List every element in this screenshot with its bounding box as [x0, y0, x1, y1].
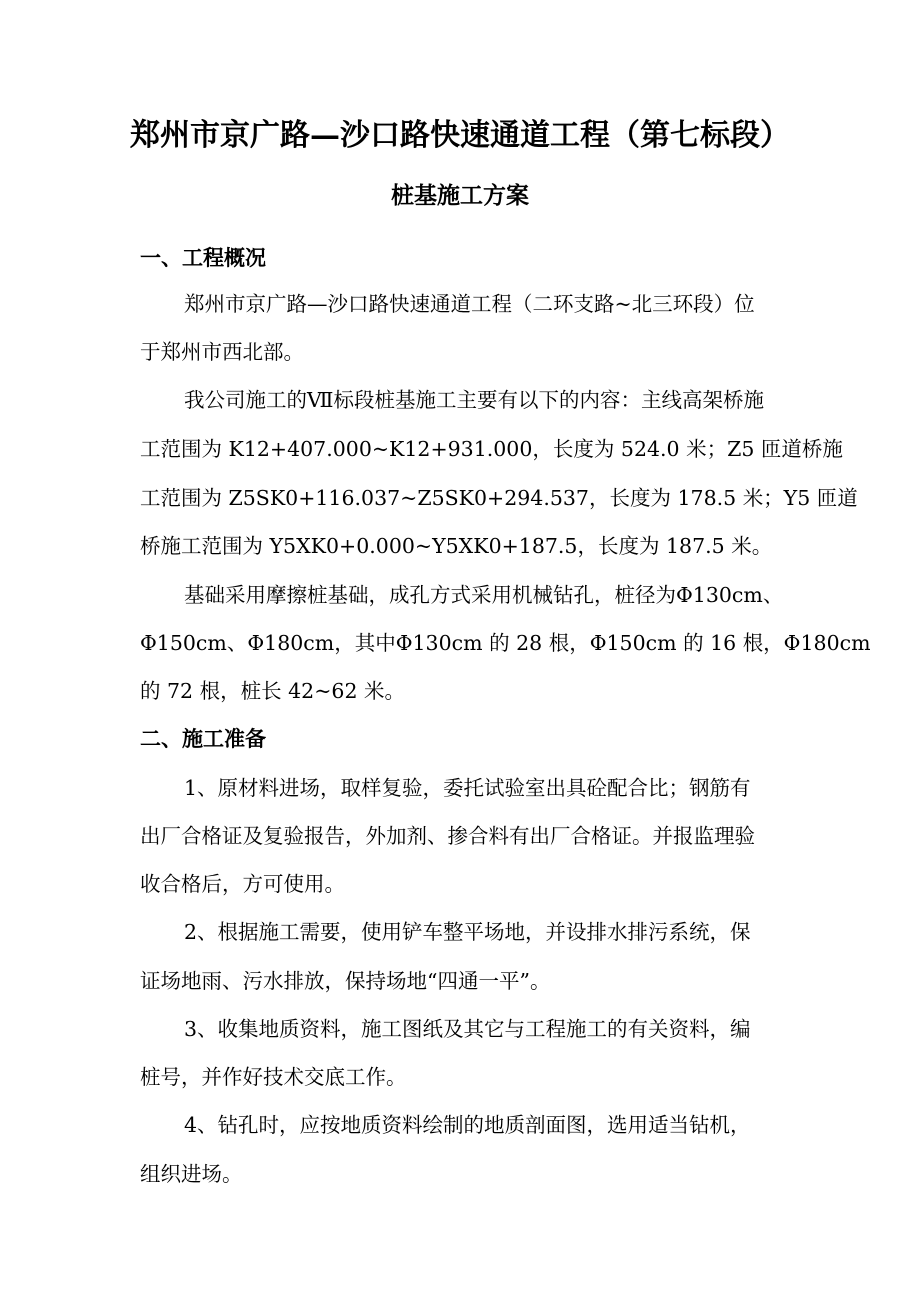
paragraph-line: 于郑州市西北部。	[140, 340, 304, 364]
paragraph-line: 4、钻孔时，应按地质资料绘制的地质剖面图，选用适当钻机，	[184, 1113, 751, 1137]
paragraph-line: 桩号，并作好技术交底工作。	[140, 1065, 407, 1089]
paragraph-line: 出厂合格证及复验报告，外加剂、掺合料有出厂合格证。并报监理验	[140, 824, 755, 848]
paragraph-line: 基础采用摩擦桩基础，成孔方式采用机械钻孔，桩径为Φ130cm、	[184, 583, 784, 607]
paragraph-line: 1、原材料进场，取样复验，委托试验室出具砼配合比；钢筋有	[184, 776, 751, 800]
paragraph-line: 证场地雨、污水排放，保持场地“四通一平”。	[140, 969, 551, 993]
paragraph-line: 2、根据施工需要，使用铲车整平场地，并设排水排污系统，保	[184, 920, 751, 944]
paragraph-line: 3、收集地质资料，施工图纸及其它与工程施工的有关资料，编	[184, 1017, 751, 1041]
section-heading-overview: 一、工程概况	[140, 245, 266, 270]
paragraph-line: 桥施工范围为 Y5XK0+0.000~Y5XK0+187.5，长度为 187.5 米。	[140, 534, 773, 558]
paragraph-line: 郑州市京广路—沙口路快速通道工程（二环支路~北三环段）位	[184, 292, 755, 316]
paragraph-line: 工范围为 Z5SK0+116.037~Z5SK0+294.537，长度为 178.5 米；Y5 匝道	[140, 486, 858, 510]
document-subtitle: 桩基施工方案	[391, 182, 529, 209]
paragraph-line: 收合格后，方可使用。	[140, 872, 345, 896]
paragraph-line: 工范围为 K12+407.000~K12+931.000，长度为 524.0 米；Z5 匝道桥施	[140, 437, 843, 461]
section-heading-preparation: 二、施工准备	[140, 726, 266, 751]
paragraph-line: 我公司施工的Ⅶ标段桩基施工主要有以下的内容：主线高架桥施	[184, 388, 764, 412]
paragraph-line: 的 72 根，桩长 42~62 米。	[140, 679, 405, 703]
paragraph-line: Φ150cm、Φ180cm，其中Φ130cm 的 28 根，Φ150cm 的 16 根，Φ180cm	[140, 631, 871, 655]
document-title: 郑州市京广路—沙口路快速通道工程（第七标段）	[130, 118, 790, 153]
paragraph-line: 组织进场。	[140, 1162, 243, 1186]
